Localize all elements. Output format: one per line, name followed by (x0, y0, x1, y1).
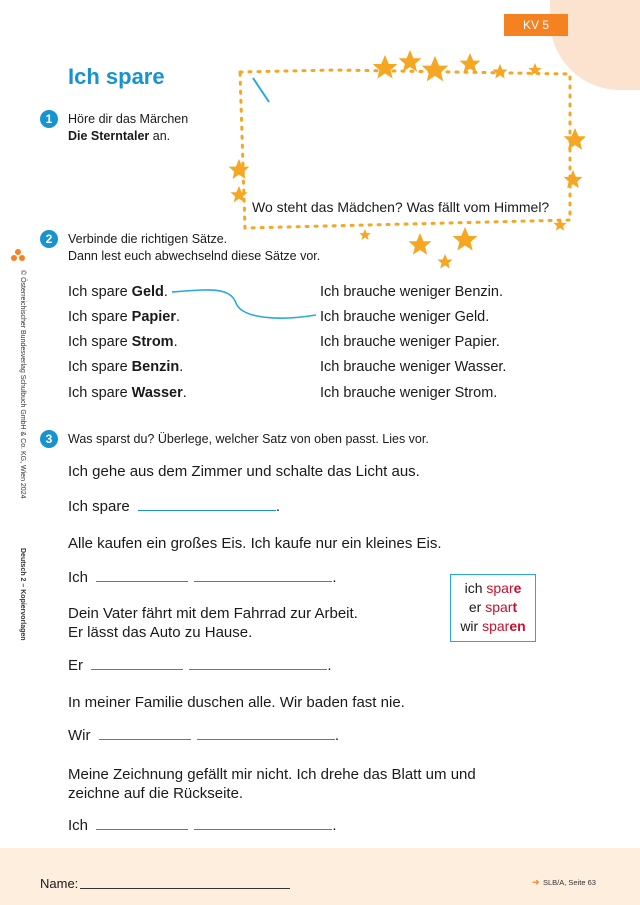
answer-blank[interactable] (91, 655, 183, 670)
right-sentence[interactable]: Ich brauche weniger Strom. (320, 385, 498, 401)
answer-5: Ich . (68, 817, 337, 834)
answer-blank[interactable] (194, 567, 332, 582)
name-field[interactable] (80, 888, 290, 889)
answer-blank[interactable] (189, 655, 327, 670)
left-sentence[interactable]: Ich spare Geld. (68, 284, 168, 300)
kv-badge: KV 5 (504, 14, 568, 36)
situation-1: Ich gehe aus dem Zimmer und schalte das Licht aus. (68, 463, 420, 480)
task-number-1: 1 (40, 110, 58, 128)
conjugation-row: wir sparen (460, 618, 526, 634)
situation-3 (68, 604, 358, 642)
task-number-2: 2 (40, 230, 58, 248)
answer-3: Er . (68, 657, 332, 674)
situation-5 (68, 765, 476, 803)
answer-2: Ich . (68, 569, 337, 586)
situation-4: In meiner Familie duschen alle. Wir baden fast nie. (68, 694, 405, 711)
situation-5-line2: zeichne auf die Rückseite. (68, 785, 244, 802)
frame-caption: Wo steht das Mädchen? Was fällt vom Himmel? (252, 199, 550, 215)
situation-3-line2: Er lässt das Auto zu Hause. (68, 624, 253, 641)
sidebar-copyright: © Österreichischer Bundesverlag Schulbuch GmbH & Co. KG, Wien 2024 (19, 270, 26, 499)
answer-blank[interactable] (194, 815, 332, 830)
task2-instruction (68, 231, 320, 265)
task2-line2: Dann lest euch abwechselnd diese Sätze vor. (68, 249, 321, 263)
connection-line (170, 285, 320, 325)
task1-line2: Die Sterntaler an. (68, 129, 171, 143)
situation-3-line1: Dein Vater fährt mit dem Fahrrad zur Arbeit. (68, 605, 358, 622)
answer-blank[interactable] (138, 496, 276, 511)
answer-blank[interactable] (99, 725, 191, 740)
page-title: Ich spare (68, 64, 165, 89)
answer-blank[interactable] (197, 725, 335, 740)
task1-instruction (68, 111, 188, 145)
left-sentence[interactable]: Ich spare Wasser. (68, 385, 187, 401)
arrow-right-icon: ➜ (532, 877, 540, 887)
task-number-3: 3 (40, 430, 58, 448)
conjugation-row: ich spare (464, 580, 522, 596)
left-sentence[interactable]: Ich spare Papier. (68, 309, 181, 325)
answer-blank[interactable] (96, 567, 188, 582)
page-reference: SLB/A, Seite 63 (543, 878, 596, 887)
footer (0, 848, 640, 905)
right-sentence[interactable]: Ich brauche weniger Geld. (320, 309, 490, 325)
task1-line1: Höre dir das Märchen (68, 112, 189, 126)
conjugation-box (450, 574, 536, 642)
answer-1: Ich spare . (68, 498, 281, 515)
conjugation-row: er spart (468, 599, 518, 615)
left-sentence[interactable]: Ich spare Benzin. (68, 359, 184, 375)
name-label: Name: (40, 876, 79, 891)
task3-instruction: Was sparst du? Überlege, welcher Satz von oben passt. Lies vor. (68, 432, 429, 446)
sidebar-series: Deutsch 2 – Kopiervorlagen (19, 548, 26, 641)
situation-5-line1: Meine Zeichnung gefällt mir nicht. Ich drehe das Blatt um und (68, 766, 476, 783)
answer-blank[interactable] (96, 815, 188, 830)
left-sentence[interactable]: Ich spare Strom. (68, 334, 178, 350)
task2-line1: Verbinde die richtigen Sätze. (68, 232, 228, 246)
answer-4: Wir . (68, 727, 340, 744)
right-sentence[interactable]: Ich brauche weniger Papier. (320, 334, 500, 350)
publisher-logo-icon (10, 248, 26, 264)
right-sentence[interactable]: Ich brauche weniger Benzin. (320, 284, 503, 300)
right-sentence[interactable]: Ich brauche weniger Wasser. (320, 359, 507, 375)
situation-2: Alle kaufen ein großes Eis. Ich kaufe nur ein kleines Eis. (68, 535, 442, 552)
